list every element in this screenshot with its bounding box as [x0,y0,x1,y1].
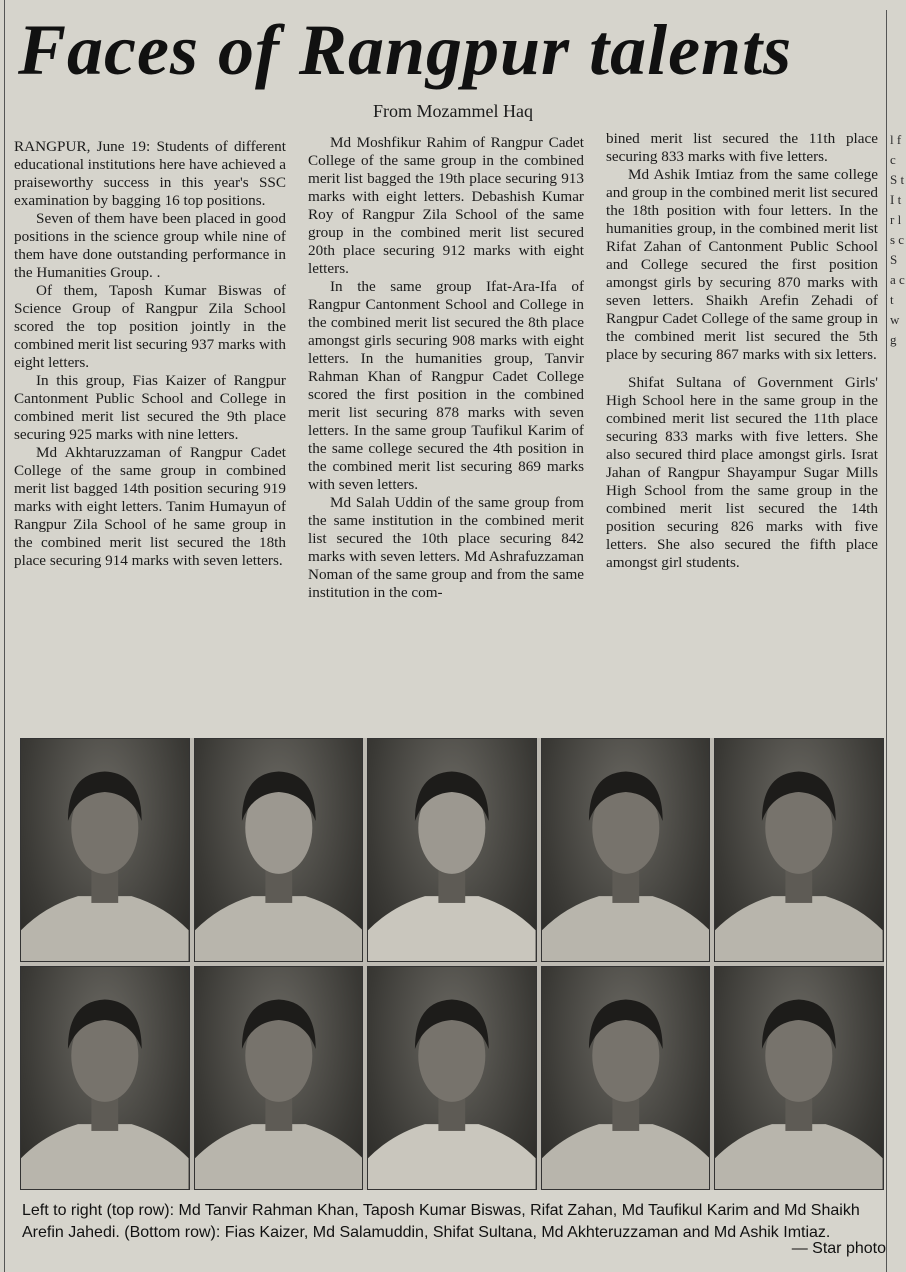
photo-caption: Left to right (top row): Md Tanvir Rahman Khan, Taposh Kumar Biswas, Rifat Zahan, Md Taufikul Karim and Md Shaikh Arefin Jahedi. (Bottom row): Fias Kaizer, Md Salamuddin, Shifat Sultana, Md Akhteruzzaman and Md Ashik Imtiaz. [22,1202,860,1241]
shirt-shape [542,1124,710,1189]
shirt-shape [715,1124,883,1189]
byline: From Mozammel Haq [373,101,533,121]
portrait-silhouette [542,739,710,961]
portrait-photo [541,966,711,1190]
shirt-shape [542,896,710,961]
headline: Faces of Rangpur talents [18,10,793,90]
portrait-silhouette [542,967,710,1189]
portrait-silhouette [715,739,883,961]
adjacent-article-fragment: l f c S t I t r l s c S a c t w g [890,132,905,347]
paragraph: Md Moshfikur Rahim of Rangpur Cadet College of the same group in the combined merit list bagged the 19th place securing 913 marks with eight letters. Debashish Kumar Roy of Rangpur Zila School of the same group in the combined merit list secured 20th place securing 912 marks with eight letters. [308,134,584,277]
left-column-rule [4,0,5,1272]
article-column-2 [308,134,584,734]
shirt-shape [368,1124,536,1189]
paragraph: In this group, Fias Kaizer of Rangpur Cantonment Public School and College in combined merit list secured the 9th place securing 925 marks with nine letters. [14,372,286,443]
shirt-shape [195,896,363,961]
paragraph: Md Akhtaruzzaman of Rangpur Cadet College of the same group in combined merit list bagged 14th position securing 919 marks with eight letters. Tanim Humayun of Rangpur Zila School of he same group in the combined merit list secured the 18th place securing 914 marks with seven letters. [14,444,286,569]
paragraph: Of them, Taposh Kumar Biswas of Science Group of Rangpur Zila School scored the top position jointly in the combined merit list securing 937 marks with eight letters. [14,282,286,371]
article-column-1 [14,138,286,738]
article-column-3 [606,130,878,730]
portrait-photo [367,966,537,1190]
portrait-photo [194,966,364,1190]
paragraph: Md Ashik Imtiaz from the same college and group in the combined merit list secured the 18th position with four letters. In the humanities group, in the combined merit list Rifat Zahan of Cantonment Public School and College secured the first position amongst girls by securing 870 marks with seven letters. Shaikh Arefin Zehadi of Rangpur Cadet College of the same group in the combined merit list secured the 5th place by securing 867 marks with six letters. [606,166,878,363]
portrait-silhouette [195,739,363,961]
shirt-shape [368,896,536,961]
portrait-photo [714,738,884,962]
portrait-photo [194,738,364,962]
shirt-shape [195,1124,363,1189]
portrait-photo [20,966,190,1190]
portrait-silhouette [21,967,189,1189]
shirt-shape [21,896,189,961]
portrait-silhouette [368,967,536,1189]
portrait-silhouette [195,967,363,1189]
shirt-shape [21,1124,189,1189]
portrait-photo [714,966,884,1190]
portrait-photo [541,738,711,962]
portrait-grid [20,738,884,1190]
portrait-silhouette [715,967,883,1189]
paragraph: Md Salah Uddin of the same group from the same institution in the combined merit list secured the 10th place securing 842 marks with seven letters. Md Ashrafuzzaman Noman of the same group and from the same institution in the com- [308,494,584,601]
right-column-rule [886,10,887,1272]
paragraph: bined merit list secured the 11th place securing 833 marks with five letters. [606,130,878,165]
portrait-photo [367,738,537,962]
paragraph: RANGPUR, June 19: Students of different educational institutions here have achieved a praiseworthy success in this year's SSC examination by bagging 16 top positions. [14,138,286,209]
paragraph: Seven of them have been placed in good positions in the science group while nine of them have done outstanding performance in the Humanities Group. . [14,210,286,281]
photo-credit: — Star photo [791,1240,886,1257]
portrait-silhouette [368,739,536,961]
portrait-silhouette [21,739,189,961]
paragraph: Shifat Sultana of Government Girls' High School here in the same group in the combined merit list secured the 11th place securing 833 marks with five letters. She also secured third place amongst girls. Israt Jahan of Rangpur Shayampur Sugar Mills High School from the same group in the combined merit list secured the 14th position securing 826 marks with five letters. She also secured the fifth place amongst girl students. [606,374,878,571]
portrait-photo [20,738,190,962]
shirt-shape [715,896,883,961]
paragraph: In the same group Ifat-Ara-Ifa of Rangpur Cantonment School and College in the combined merit list secured the 8th place amongst girls securing 908 marks with eight letters. In the humanities group, Tanvir Rahman Khan of Rangpur Cadet College scored the first position in the combined merit list securing 878 marks with seven letters. In the same group Taufikul Karim of the same college secured the 4th position in the combined merit list securing 869 marks with seven letters. [308,278,584,493]
